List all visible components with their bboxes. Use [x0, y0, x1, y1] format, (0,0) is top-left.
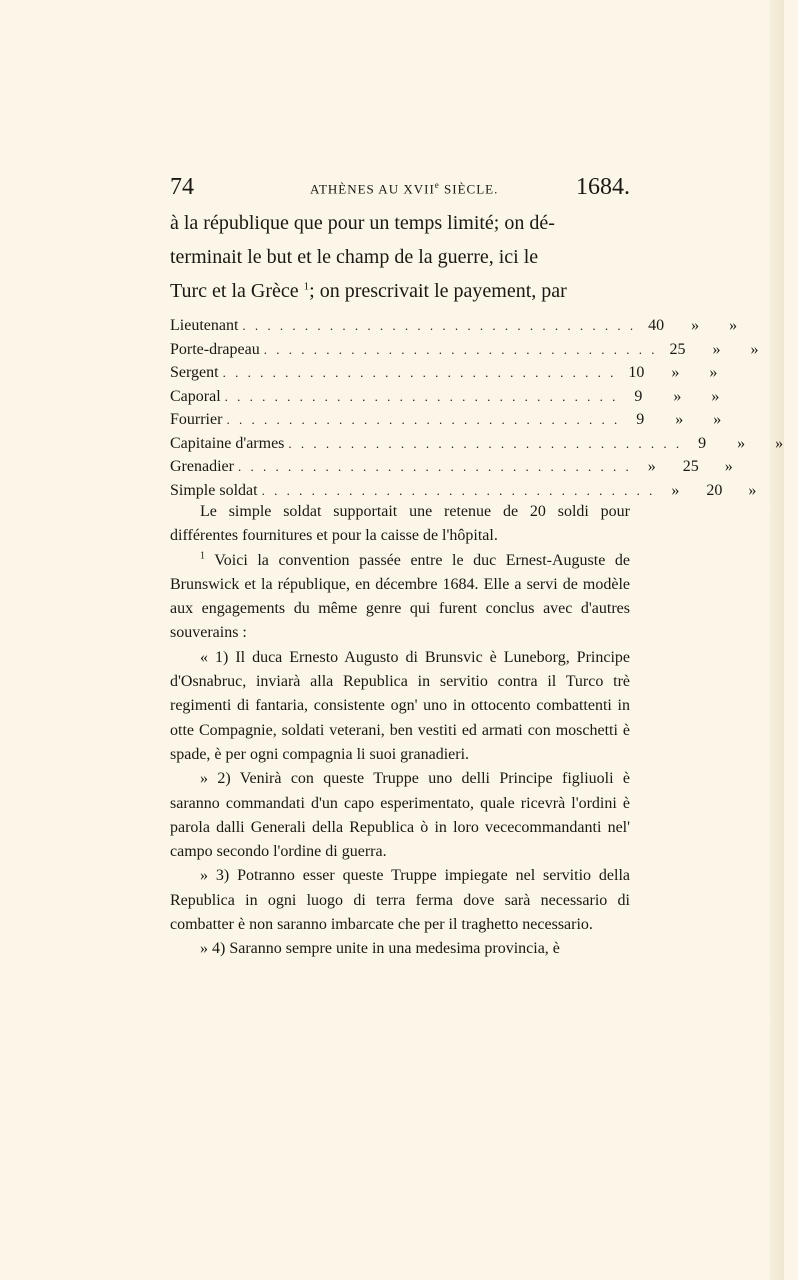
main-paragraph: [170, 206, 630, 308]
running-title-superscript: e: [434, 180, 440, 190]
pay-value-1: 9: [636, 411, 645, 428]
body-line-3-end: ; on prescrivait le payement, par: [309, 280, 567, 302]
leader-dots: . . . . . . . . . . . . . . . . . . . . . . . . . . . . . . . .: [226, 412, 621, 427]
pay-value-1: 40: [648, 317, 665, 334]
pay-value-2: »: [671, 364, 680, 381]
footnote-1: [170, 549, 630, 646]
pay-value-1: 10: [628, 364, 645, 381]
pay-value-2: »: [673, 387, 682, 405]
pay-value-3: »: [750, 340, 759, 358]
page-header: [170, 174, 630, 204]
pay-rank: Simple soldat: [170, 481, 258, 499]
leader-dots: . . . . . . . . . . . . . . . . . . . . . . . . . . . . . . . .: [263, 341, 658, 357]
pay-value-1: 25: [669, 340, 686, 358]
pay-value-3: »: [713, 411, 722, 428]
running-title-end: SIÈCLE.: [439, 181, 499, 197]
pay-table: [170, 314, 784, 502]
convention-article-4: » 4) Saranno sempre unite in una medesima provincia, è: [200, 940, 560, 958]
pay-value-1: 9: [634, 387, 643, 405]
pay-value-2: »: [737, 434, 746, 452]
pay-row: [170, 432, 784, 456]
page-number: 74: [170, 174, 194, 200]
pay-value-2: 25: [682, 458, 699, 475]
pay-row: [170, 479, 757, 503]
pay-value-1: 9: [698, 434, 707, 452]
footnote-reference: 1: [303, 280, 310, 293]
pay-rank: Capitaine d'armes: [170, 434, 285, 452]
pay-row: [170, 385, 720, 409]
body-line-2: terminait le but et le champ de la guerre, ici le: [170, 246, 539, 268]
pay-rank: Sergent: [170, 364, 219, 381]
footnote-1-text: Voici la convention passée entre le duc Ernest-Auguste de Brunswick et la république, en décembre 1684. Elle a servi de modèle aux engagements du même genre qui furent conclus avec d'autres souverains :: [170, 551, 630, 642]
pay-value-2: »: [675, 411, 684, 428]
footnote-1-mark: 1: [200, 550, 205, 562]
convention-article-3: » 3) Potranno esser queste Truppe impiegate nel servitio della Republica in ogni luogo di terra ferma dove sarà necessario di combatter è non saranno imbarcate che per il traghetto necessario.: [170, 867, 630, 934]
running-title-main: ATHÈNES AU XVII: [310, 181, 435, 197]
pay-value-3: »: [748, 481, 757, 499]
leader-dots: . . . . . . . . . . . . . . . . . . . . . . . . . . . . . . . .: [261, 482, 656, 498]
pay-row: [170, 455, 733, 479]
pay-value-3: »: [775, 434, 784, 452]
body-line-3-start: Turc et la Grèce: [170, 280, 304, 302]
pay-value-3: »: [729, 317, 738, 334]
pay-value-2: 20: [706, 481, 723, 499]
pay-row: [170, 314, 738, 338]
pay-row: [170, 408, 722, 432]
running-title: [310, 180, 498, 197]
pay-row: [170, 338, 759, 362]
pay-value-2: »: [691, 317, 700, 334]
pay-row: [170, 361, 718, 385]
body-line-1: à la république que pour un temps limité; on dé-: [170, 212, 555, 234]
convention-article-2: » 2) Venirà con queste Truppe uno delli Principe figliuoli è saranno commandati d'un capo esperimentato, quale ricevrà l'ordini è parola dalli Generali della Republica ò in loro vececommandanti nel' campo secondo l'ordine di guerra.: [170, 770, 630, 861]
pay-value-2: »: [712, 340, 721, 358]
pay-rank: Lieutenant: [170, 317, 239, 334]
leader-dots: . . . . . . . . . . . . . . . . . . . . . . . . . . . . . . . .: [222, 365, 617, 380]
leader-dots: . . . . . . . . . . . . . . . . . . . . . . . . . . . . . . . .: [237, 459, 632, 474]
pay-value-3: »: [709, 364, 718, 381]
pay-rank: Fourrier: [170, 411, 223, 428]
leader-dots: . . . . . . . . . . . . . . . . . . . . . . . . . . . . . . . .: [288, 435, 683, 451]
body-line-3: [170, 274, 630, 308]
header-year: 1684.: [576, 174, 630, 200]
pay-rank: Grenadier: [170, 458, 234, 475]
leader-dots: . . . . . . . . . . . . . . . . . . . . . . . . . . . . . . . .: [224, 388, 619, 404]
page-edge: [770, 0, 784, 1280]
pay-value-3: »: [724, 458, 733, 475]
pay-rank: Caporal: [170, 387, 221, 405]
convention-article-1: « 1) Il duca Ernesto Augusto di Brunsvic è Luneborg, Principe d'Osnabruc, inviarà alla Republica in servitio contra il Turco trè regimenti di fantaria, consistente ogn' uno in ottocento combattenti in otte Compagnie, soldati veterani, ben vestiti ed armati con moschetti è spade, è per ogni compagnia li suoi granadieri.: [170, 648, 630, 763]
retenue-note: Le simple soldat supportait une retenue de 20 soldi pour différentes fournitures et pour la caisse de l'hôpital.: [170, 503, 630, 545]
pay-rank: Porte-drapeau: [170, 340, 260, 358]
footnotes: [170, 500, 630, 962]
pay-value-1: »: [671, 481, 680, 499]
pay-value-3: »: [711, 387, 720, 405]
pay-value-1: »: [647, 458, 656, 475]
leader-dots: . . . . . . . . . . . . . . . . . . . . . . . . . . . . . . . .: [242, 318, 637, 333]
